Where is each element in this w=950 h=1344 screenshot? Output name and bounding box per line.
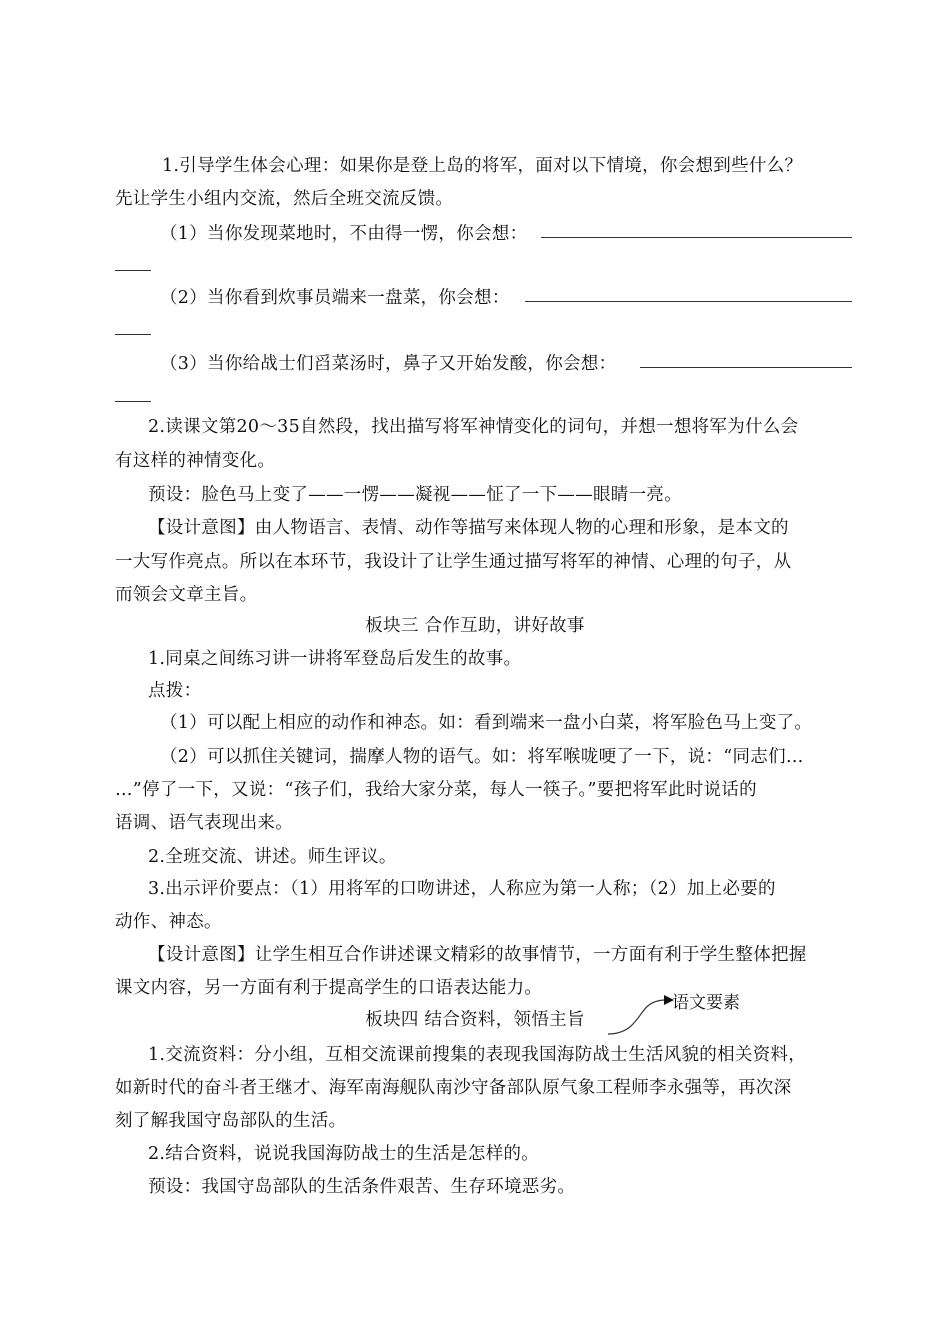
paragraph-line: 点拨： (148, 681, 202, 701)
paragraph-line: 先让学生小组内交流，然后全班交流反馈。 (115, 189, 454, 209)
paragraph-line: 【设计意图】让学生相互合作讲述课文精彩的故事情节，一方面有利于学生整体把握 (148, 945, 807, 965)
paragraph-line: 语调、语气表现出来。 (115, 813, 293, 833)
paragraph-line: 2.结合资料，说说我国海防战士的生活是怎样的。 (148, 1144, 540, 1164)
paragraph-line: 而领会文章主旨。 (115, 585, 258, 605)
paragraph-line: （2）可以抓住关键词，揣摩人物的语气。如：将军喉咙哽了一下，说：“同志们… (160, 747, 804, 767)
question-1: （1）当你发现菜地时，不由得一愣，你会想： (160, 224, 528, 244)
answer-blank-1-continued (115, 270, 151, 271)
section-heading: 板块三 合作互助，讲好故事 (365, 616, 585, 636)
question-2: （2）当你看到炊事员端来一盘菜，你会想： (160, 288, 510, 308)
paragraph-line: 2.读课文第20～35自然段，找出描写将军神情变化的词句，并想一想将军为什么会 (148, 417, 799, 437)
answer-blank-2-continued (115, 334, 151, 335)
answer-blank-3 (640, 367, 852, 368)
answer-blank-3-continued (115, 401, 151, 402)
paragraph-line: 1.交流资料：分小组，互相交流课前搜集的表现我国海防战士生活风貌的相关资料， (148, 1045, 807, 1065)
paragraph-line: 刻了解我国守岛部队的生活。 (115, 1111, 347, 1131)
paragraph-line: 2.全班交流、讲述。师生评议。 (148, 847, 397, 867)
paragraph-line: 【设计意图】由人物语言、表情、动作等描写来体现人物的心理和形象，是本文的 (148, 518, 789, 538)
answer-blank-2 (525, 301, 852, 302)
paragraph-line: 课文内容，另一方面有利于提高学生的口语表达能力。 (115, 978, 543, 998)
section-heading: 板块四 结合资料，领悟主旨 (365, 1010, 585, 1030)
paragraph-line: 预设：脸色马上变了——一愣——凝视——怔了一下——眼睛一亮。 (148, 485, 682, 505)
paragraph-line: 动作、神态。 (115, 912, 222, 932)
paragraph-line: 1.引导学生体会心理：如果你是登上岛的将军，面对以下情境，你会想到些什么？ (162, 156, 803, 176)
paragraph-line: （1）可以配上相应的动作和神态。如：看到端来一盘小白菜，将军脸色马上变了。 (160, 713, 813, 733)
paragraph-line: 1.同桌之间练习讲一讲将军登岛后发生的故事。 (148, 649, 522, 669)
paragraph-line: 有这样的神情变化。 (115, 451, 276, 471)
question-3: （3）当你给战士们舀菜汤时，鼻子又开始发酸，你会想： (160, 354, 617, 374)
paragraph-line: 如新时代的奋斗者王继才、海军南海舰队南沙守备部队原气象工程师李永强等，再次深 (115, 1078, 792, 1098)
paragraph-line: …”停了一下，又说：“孩子们，我给大家分菜，每人一筷子。”要把将军此时说话的 (115, 780, 757, 800)
annotation-label: 语文要素 (672, 993, 740, 1013)
paragraph-line: 预设：我国守岛部队的生活条件艰苦、生存环境恶劣。 (148, 1177, 576, 1197)
paragraph-line: 一大写作亮点。所以在本环节，我设计了让学生通过描写将军的神情、心理的句子，从 (115, 552, 792, 572)
paragraph-line: 3.出示评价要点：（1）用将军的口吻讲述，人称应为第一人称；（2）加上必要的 (148, 879, 776, 899)
answer-blank-1 (541, 237, 852, 238)
